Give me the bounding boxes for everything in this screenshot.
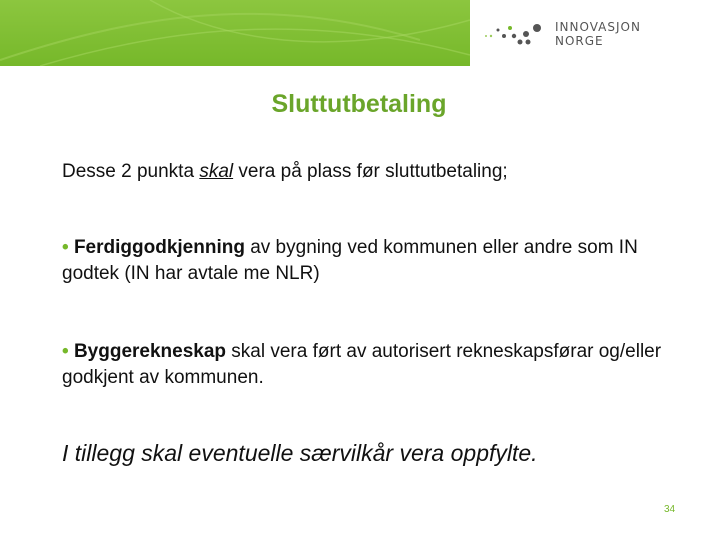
logo-dots-icon [480, 14, 550, 54]
innovasjon-norge-logo [480, 14, 716, 54]
logo-line-1: INNOVASJON [555, 20, 641, 34]
page-number: 34 [664, 504, 676, 515]
item-bold-term: Ferdiggodkjenning [73, 237, 245, 258]
intro-text [62, 161, 508, 183]
list-item [62, 235, 682, 287]
intro-after: vera på plass før sluttutbetaling; [233, 161, 508, 182]
bullet-icon: • [62, 237, 69, 258]
intro-emphasis: skal [199, 161, 234, 182]
slide-title [0, 90, 720, 119]
item-bold-term: Byggerekneskap [73, 341, 227, 362]
logo-wordmark [555, 20, 641, 48]
item-text: skal vera ført av autorisert rekneskapsførar og/eller godkjent av kommunen. [62, 341, 662, 388]
slide-title-text: Sluttutbetaling [271, 90, 447, 118]
list-item [62, 339, 682, 391]
logo-line-2: NORGE [555, 34, 604, 48]
bullet-icon: • [62, 341, 69, 362]
item-text: av bygning ved kommunen eller andre som IN godtek (IN har avtale me NLR) [62, 237, 638, 284]
intro-before: Desse 2 punkta [62, 161, 200, 182]
closing-statement: I tillegg skal eventuelle særvilkår vera oppfylte. [62, 440, 538, 466]
